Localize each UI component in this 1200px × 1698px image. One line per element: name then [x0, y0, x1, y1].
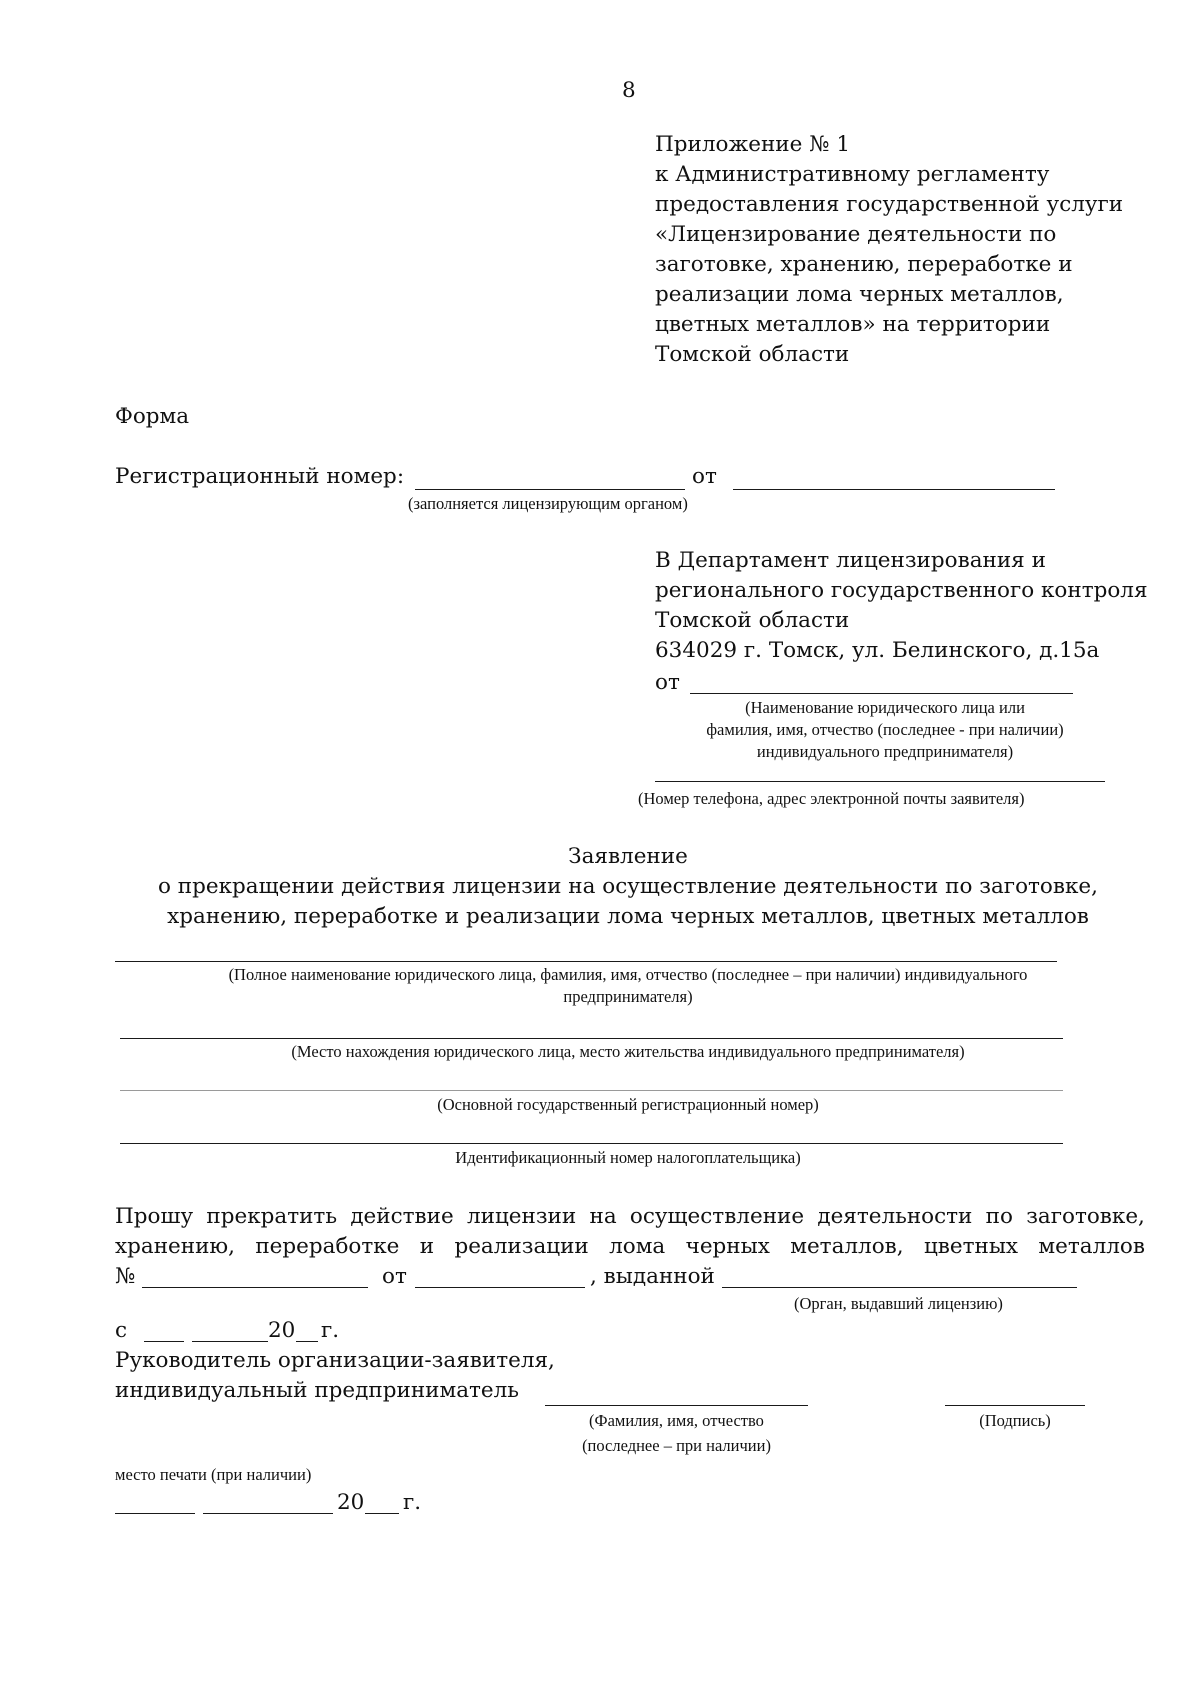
recipient-line: регионального государственного контроля: [655, 578, 1148, 603]
registration-number-field[interactable]: [415, 489, 685, 490]
appendix-line: цветных металлов» на территории: [655, 312, 1051, 337]
start-year-suffix: г.: [321, 1318, 340, 1343]
request-word: деятельности: [817, 1204, 973, 1229]
full-name-note: предпринимателя): [563, 987, 693, 1006]
appendix-line: к Административному регламенту: [655, 162, 1050, 187]
document-subtitle-line: хранению, переработке и реализации лома черных металлов, цветных металлов: [167, 904, 1089, 929]
license-number-field[interactable]: [142, 1287, 368, 1288]
appendix-line: заготовке, хранению, переработке и: [655, 252, 1073, 277]
appendix-line: предоставления государственной услуги: [655, 192, 1124, 217]
appendix-line: «Лицензирование деятельности по: [655, 222, 1057, 247]
start-month-field[interactable]: [192, 1341, 268, 1342]
signatory-name-note: (последнее – при наличии): [582, 1436, 771, 1455]
applicant-note-line: (Наименование юридического лица или: [745, 698, 1025, 717]
start-year-field[interactable]: [296, 1341, 318, 1342]
request-line-2: [115, 1232, 1145, 1262]
license-date-field[interactable]: [415, 1287, 585, 1288]
page-number: 8: [622, 78, 636, 103]
request-word: переработке: [255, 1234, 400, 1259]
request-word: цветных: [923, 1234, 1019, 1259]
contact-field[interactable]: [655, 781, 1105, 782]
ogrn-note: (Основной государственный регистрационный номер): [437, 1095, 819, 1114]
request-line-1: [115, 1202, 1145, 1232]
stamp-day-field[interactable]: [115, 1513, 195, 1514]
appendix-line: Приложение № 1: [655, 132, 851, 157]
contact-note: (Номер телефона, адрес электронной почты заявителя): [638, 789, 1025, 808]
applicant-from-label: от: [655, 670, 680, 695]
appendix-line: Томской области: [655, 342, 850, 367]
document-subtitle-line: о прекращении действия лицензии на осуществление деятельности по заготовке,: [158, 874, 1098, 899]
request-word: лицензии: [466, 1204, 577, 1229]
request-word: черных: [685, 1234, 770, 1259]
stamp-label: место печати (при наличии): [115, 1465, 312, 1484]
recipient-line: Томской области: [655, 608, 850, 633]
request-word: металлов: [1038, 1234, 1145, 1259]
start-date-prefix: с: [115, 1318, 128, 1343]
signatory-name-note: (Фамилия, имя, отчество: [589, 1411, 764, 1430]
request-word: на: [589, 1204, 617, 1229]
request-word: заготовке,: [1026, 1204, 1145, 1229]
start-day-field[interactable]: [144, 1341, 184, 1342]
signatory-label: индивидуальный предприниматель: [115, 1378, 519, 1403]
start-year-prefix: 20: [268, 1318, 296, 1343]
location-note: (Место нахождения юридического лица, место жительства индивидуального предпринимателя): [291, 1042, 965, 1061]
applicant-note: [655, 697, 1115, 763]
request-word: реализации: [454, 1234, 589, 1259]
request-word: действие: [350, 1204, 454, 1229]
registration-from-label: от: [692, 464, 717, 489]
inn-note: Идентификационный номер налогоплательщика): [455, 1148, 801, 1167]
full-name-note: (Полное наименование юридического лица, фамилия, имя, отчество (последнее – при наличии) индивидуального: [228, 965, 1028, 984]
license-issuer-field[interactable]: [722, 1287, 1077, 1288]
stamp-year-prefix: 20: [337, 1490, 365, 1515]
request-word: по: [985, 1204, 1013, 1229]
ogrn-field[interactable]: [120, 1090, 1063, 1091]
applicant-note-line: индивидуального предпринимателя): [756, 742, 1014, 761]
license-issuer-note: (Орган, выдавший лицензию): [794, 1294, 1003, 1313]
appendix-block: [655, 130, 1123, 370]
request-word: Прошу: [115, 1204, 194, 1229]
stamp-month-field[interactable]: [203, 1513, 333, 1514]
request-word: металлов,: [790, 1234, 904, 1259]
stamp-year-field[interactable]: [365, 1513, 399, 1514]
license-number-sign: №: [115, 1264, 136, 1289]
request-word: осуществление: [629, 1204, 805, 1229]
registration-note: (заполняется лицензирующим органом): [408, 494, 688, 513]
request-word: лома: [609, 1234, 666, 1259]
form-label: Форма: [115, 404, 190, 429]
signature-note: (Подпись): [979, 1411, 1051, 1430]
applicant-name-field[interactable]: [690, 693, 1073, 694]
full-name-field[interactable]: [115, 961, 1057, 962]
stamp-year-suffix: г.: [403, 1490, 422, 1515]
request-word: хранению,: [115, 1234, 235, 1259]
signature-field[interactable]: [945, 1405, 1085, 1406]
registration-date-field[interactable]: [733, 489, 1055, 490]
location-field[interactable]: [120, 1038, 1063, 1039]
recipient-address: 634029 г. Томск, ул. Белинского, д.15а: [655, 638, 1100, 663]
signatory-name-field[interactable]: [545, 1405, 808, 1406]
license-issued-label: , выданной: [590, 1264, 715, 1289]
registration-label: Регистрационный номер:: [115, 464, 405, 489]
applicant-note-line: фамилия, имя, отчество (последнее - при наличии): [706, 720, 1064, 739]
recipient-line: В Департамент лицензирования и: [655, 548, 1046, 573]
appendix-line: реализации лома черных металлов,: [655, 282, 1064, 307]
document-title: Заявление: [568, 844, 688, 869]
request-word: и: [419, 1234, 435, 1259]
inn-field[interactable]: [120, 1143, 1063, 1144]
signatory-label: Руководитель организации-заявителя,: [115, 1348, 555, 1373]
license-from-label: от: [382, 1264, 407, 1289]
request-word: прекратить: [206, 1204, 338, 1229]
